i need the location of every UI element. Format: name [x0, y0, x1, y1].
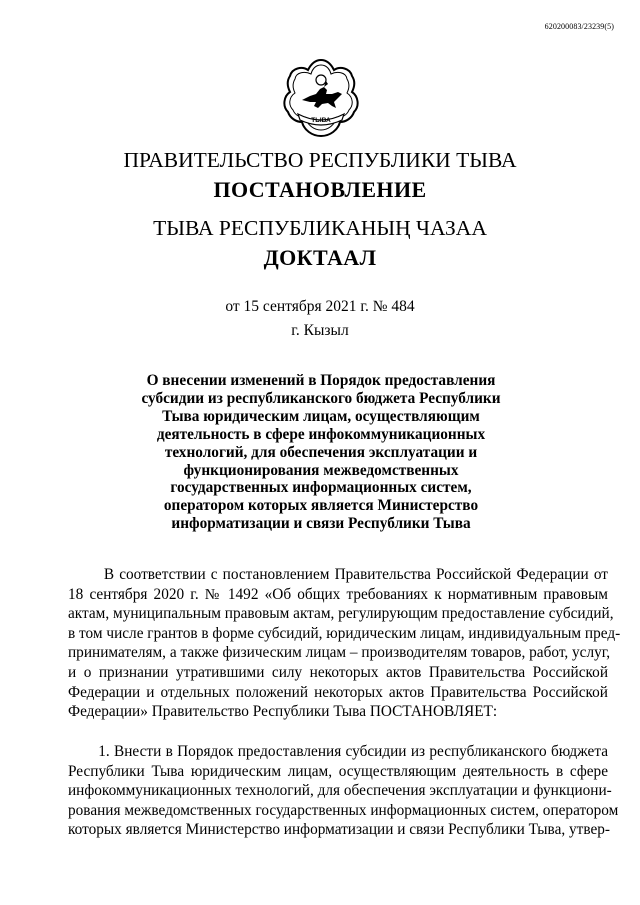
preamble-paragraph: [68, 565, 621, 722]
paragraph-line: 1. Внести в Порядок предоставления субсидии из республиканского бюджета: [68, 743, 608, 760]
title-line: субсидии из республиканского бюджета Республики: [141, 389, 501, 407]
paragraph-line: Республики Тыва юридическим лицам, осуществляющим деятельность в сфере: [68, 762, 608, 780]
decree-type-tyvan: ДОКТААЛ: [263, 245, 377, 270]
paragraph-line: Федерации» Правительство Республики Тыва ПОСТАНОВЛЯЕТ:: [68, 703, 498, 721]
paragraph-line: и о признании утратившими силу некоторых актов Правительства Российской: [68, 663, 608, 681]
title-line: государственных информационных систем,: [170, 479, 472, 497]
decree-city: г. Кызыл: [291, 322, 349, 339]
paragraph-line: рования межведомственных государственных информационных систем, оператором: [68, 801, 619, 819]
paragraph-line: В соответствии с постановлением Правительства Российской Федерации от: [68, 566, 608, 583]
paragraph-line: актам, муниципальным правовым актам, регулирующим предоставление субсидий,: [68, 605, 614, 623]
document-code: 620200083/23239(5): [544, 22, 614, 31]
decree-title: [130, 372, 512, 533]
title-line: деятельность в сфере инфокоммуникационных: [156, 425, 486, 443]
title-line: технологий, для обеспечения эксплуатации и: [164, 443, 478, 461]
title-line: оператором которых является Министерство: [163, 497, 479, 515]
decree-date-number: от 15 сентября 2021 г. № 484: [225, 298, 415, 315]
government-name: ПРАВИТЕЛЬСТВО РЕСПУБЛИКИ ТЫВА: [123, 148, 517, 172]
item-1-paragraph: [68, 742, 619, 840]
paragraph-line: в том числе грантов в форме субсидий, юридическим лицам, индивидуальным пред-: [68, 624, 621, 642]
title-line: Тыва юридическим лицам, осуществляющим: [162, 407, 480, 425]
emblem-label: ТЫВА: [311, 117, 331, 124]
paragraph-line: которых является Министерство информатизации и связи Республики Тыва, утвер-: [68, 821, 611, 839]
title-line: информатизации и связи Республики Тыва: [171, 515, 471, 533]
paragraph-line: Федерации и отдельных положений некоторых актов Правительства Российской: [68, 683, 608, 701]
tyva-coat-of-arms-icon: [280, 56, 362, 140]
government-name-tyvan: ТЫВА РЕСПУБЛИКАНЫҢ ЧАЗАА: [153, 216, 487, 240]
title-line: О внесении изменений в Порядок предоставления: [146, 372, 496, 389]
title-line: функционирования межведомственных: [183, 461, 459, 479]
paragraph-line: принимателям, а также физическим лицам – производителям товаров, работ, услуг,: [68, 644, 611, 662]
paragraph-line: инфокоммуникационных технологий, для обеспечения эксплуатации и функциони-: [68, 782, 612, 800]
decree-type: ПОСТАНОВЛЕНИЕ: [213, 177, 427, 202]
paragraph-line: 18 сентября 2020 г. № 1492 «Об общих требованиях к нормативным правовым: [68, 585, 608, 603]
